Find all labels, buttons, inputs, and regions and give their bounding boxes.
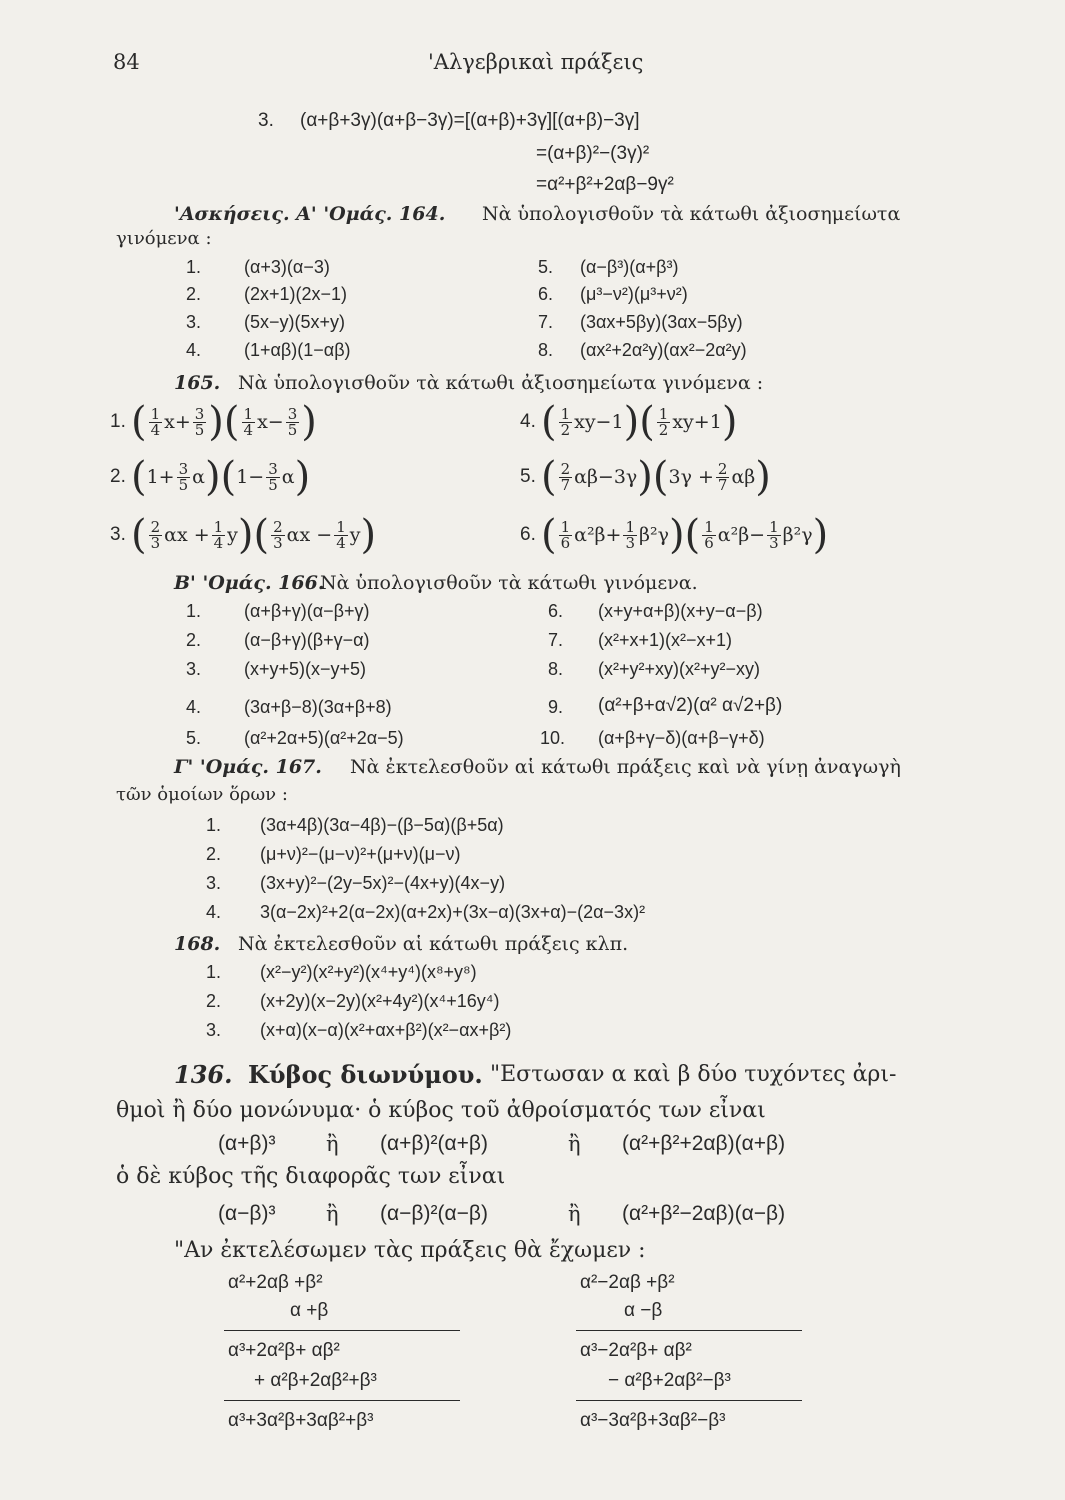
item-number: 1. [110,411,126,432]
ex164-item-num: 2. [186,284,202,304]
item-number: 3. [110,524,126,545]
ex165-item-1: 1. ( $\frac{1}{4}$ x+ $\frac{3}{5}$ )( $\frac{1}{4}$ x− $\frac{3}{5}$ ) [110,399,317,445]
ex166-item-num: 3. [186,659,202,679]
ex168-item-expr: (x²−y²)(x²+y²)(x⁴+y⁴)(x⁸+y⁸) [260,962,477,982]
right-rule-2 [576,1400,802,1401]
example-line-3: =α²+β²+2αβ−9γ² [536,174,674,195]
ex166-item-expr: (x²+x+1)(x²−x+1) [598,630,733,650]
ex166-item-num: 10. [540,728,566,748]
ex168-item-num: 1. [206,962,222,982]
exercise-166-label: Β' 'Ομάς. 166. [174,572,325,594]
ex164-item-expr: (3αx+5βy)(3αx−5βy) [580,312,743,332]
ex167-item-num: 4. [206,902,222,922]
example-line-1: (α+β+3γ)(α+β−3γ)=[(α+β)+3γ][(α+β)−3γ] [300,110,640,131]
exercise-165-label: 165. [174,372,221,394]
right-rule-1 [576,1330,802,1331]
ex166-item-num: 2. [186,630,202,650]
or-word: ἢ [568,1202,581,1226]
ex165-item-5: 5. ( $\frac{2}{7}$ αβ−3γ)(3γ + $\frac{2}{7}$ αβ) [520,454,771,500]
cube-sum-form-3: (α²+β²+2αβ)(α+β) [622,1132,786,1155]
ex166-item-num: 1. [186,601,202,621]
ex165-item-6: 6. ( $\frac{1}{6}$ α²β+ $\frac{1}{3}$ β²γ)( $\frac{1}{6}$ α²β− $\frac{1}{3}$ β²γ) [520,512,829,558]
page-title: 'Αλγεβρικαὶ πράξεις [428,50,644,74]
ex166-item-num: 4. [186,697,202,717]
ex166-item-expr: (α+β+γ−δ)(α+β−γ+δ) [598,728,765,748]
item-number: 4. [520,411,536,432]
example-number: 3. [258,110,274,131]
ex167-item-num: 2. [206,844,222,864]
or-word: ἢ [568,1132,581,1156]
left-mult-row-1: α²+2αβ +β² [228,1272,323,1293]
or-word: ἢ [326,1132,339,1156]
ex166-item-num: 8. [548,659,564,679]
left-mult-result: α³+3α²β+3αβ²+β³ [228,1410,374,1431]
ex167-item-expr: 3(α−2x)²+2(α−2x)(α+2x)+(3x−α)(3x+α)−(2α−3x)² [260,902,646,922]
right-mult-result: α³−3α²β+3αβ²−β³ [580,1410,726,1431]
exercise-167-instruction-cont: τῶν ὁμοίων ὅρων : [116,784,288,805]
exercise-168-instruction: Νὰ ἐκτελεσθοῦν αἱ κάτωθι πράξεις κλπ. [238,933,629,955]
ex164-item-num: 4. [186,340,202,360]
ex166-item-expr: (α+β+γ)(α−β+γ) [244,601,370,621]
ex166-item-expr: (α−β+γ)(β+γ−α) [244,630,370,650]
ex165-item-2: 2. (1+ $\frac{3}{5}$ α)(1− $\frac{3}{5}$ α) [110,454,311,500]
exercise-167-instruction: Νὰ ἐκτελεσθοῦν αἱ κάτωθι πράξεις καὶ νὰ γίνῃ ἀναγωγὴ [350,756,901,778]
exercise-164-instruction: Νὰ ὑπολογισθοῦν τὰ κάτωθι ἀξιοσημείωτα [482,203,901,225]
ex166-item-expr: (x+y+5)(x−y+5) [244,659,367,679]
section-136-text-4: "Αν ἐκτελέσωμεν τὰς πράξεις θὰ ἔχωμεν : [174,1238,646,1263]
ex168-item-expr: (x+α)(x−α)(x²+αx+β²)(x²−αx+β²) [260,1020,512,1040]
ex164-item-num: 5. [538,257,554,277]
ex167-item-num: 1. [206,815,222,835]
section-136-label: 136. [174,1060,233,1089]
exercise-165-instruction: Νὰ ὑπολογισθοῦν τὰ κάτωθι ἀξιοσημείωτα γινόμενα : [238,372,764,394]
ex166-item-expr: (x²+y²+xy)(x²+y²−xy) [598,659,760,679]
ex166-item-expr: (x+y+α+β)(x+y−α−β) [598,601,763,621]
ex164-item-expr: (2x+1)(2x−1) [244,284,348,304]
paren: ( [130,399,147,445]
left-mult-row-2: α +β [290,1300,329,1321]
cube-sum-form-2: (α+β)²(α+β) [380,1132,488,1155]
left-mult-row-4: + α²β+2αβ²+β³ [254,1370,377,1391]
ex164-item-expr: (1+αβ)(1−αβ) [244,340,351,360]
ex164-item-expr: (α+3)(α−3) [244,257,330,277]
ex166-item-num: 5. [186,728,202,748]
item-number: 6. [520,524,536,545]
ex166-item-expr: (α²+β+α√2)(α² α√2+β) [598,695,783,716]
ex168-item-num: 3. [206,1020,222,1040]
ex166-item-num: 7. [548,630,564,650]
left-rule-2 [224,1400,460,1401]
section-136-text-1: "Εστωσαν α καὶ β δύο τυχόντες ἀρι- [490,1062,897,1087]
section-136-title: Κύβος διωνύμου. [248,1060,483,1089]
ex165-item-4: 4. ( $\frac{1}{2}$ xy−1)( $\frac{1}{2}$ xy+1) [520,399,738,445]
ex167-item-expr: (μ+ν)²−(μ−ν)²+(μ+ν)(μ−ν) [260,844,461,864]
ex164-item-num: 1. [186,257,202,277]
ex164-item-expr: (αx²+2α²y)(αx²−2α²y) [580,340,747,360]
ex166-item-num: 9. [548,697,564,717]
ex164-item-num: 3. [186,312,202,332]
cube-diff-form-2: (α−β)²(α−β) [380,1202,488,1225]
ex167-item-expr: (3x+y)²−(2y−5x)²−(4x+y)(4x−y) [260,873,506,893]
ex164-item-num: 6. [538,284,554,304]
exercise-164-label: 'Ασκήσεις. Α' 'Ομάς. 164. [174,203,446,225]
ex168-item-expr: (x+2y)(x−2y)(x²+4y²)(x⁴+16y⁴) [260,991,500,1011]
exercise-168-label: 168. [174,933,221,955]
item-number: 5. [520,466,536,487]
exercise-164-instruction-cont: γινόμενα : [116,228,212,249]
exercise-167-label: Γ' 'Ομάς. 167. [174,756,322,778]
cube-diff-form-3: (α²+β²−2αβ)(α−β) [622,1202,786,1225]
ex164-item-expr: (α−β³)(α+β³) [580,257,679,277]
ex164-item-expr: (μ³−ν²)(μ³+ν²) [580,284,688,304]
ex164-item-expr: (5x−y)(5x+y) [244,312,346,332]
page-number: 84 [113,50,140,74]
ex164-item-num: 7. [538,312,554,332]
cube-sum-form-1: (α+β)³ [218,1132,276,1155]
exercise-166-instruction: Νὰ ὑπολογισθοῦν τὰ κάτωθι γινόμενα. [320,572,698,594]
cube-diff-form-1: (α−β)³ [218,1202,276,1225]
right-mult-row-4: − α²β+2αβ²−β³ [608,1370,731,1391]
ex167-item-expr: (3α+4β)(3α−4β)−(β−5α)(β+5α) [260,815,504,835]
ex167-item-num: 3. [206,873,222,893]
section-136-text-3: ὁ δὲ κύβος τῆς διαφορᾶς των εἶναι [116,1164,506,1189]
ex166-item-num: 6. [548,601,564,621]
ex164-item-num: 8. [538,340,554,360]
example-line-2: =(α+β)²−(3γ)² [536,143,650,164]
left-mult-row-3: α³+2α²β+ αβ² [228,1340,340,1361]
ex166-item-expr: (α²+2α+5)(α²+2α−5) [244,728,404,748]
ex166-item-expr: (3α+β−8)(3α+β+8) [244,697,392,717]
ex168-item-num: 2. [206,991,222,1011]
section-136-text-2: θμοὶ ἢ δύο μονώνυμα· ὁ κύβος τοῦ ἀθροίσματός των εἶναι [116,1098,766,1123]
left-rule-1 [224,1330,460,1331]
or-word: ἢ [326,1202,339,1226]
right-mult-row-2: α −β [624,1300,663,1321]
item-number: 2. [110,466,126,487]
right-mult-row-1: α²−2αβ +β² [580,1272,675,1293]
ex165-item-3: 3. ( $\frac{2}{3}$ αx + $\frac{1}{4}$ y)( $\frac{2}{3}$ αx − $\frac{1}{4}$ y) [110,512,377,558]
right-mult-row-3: α³−2α²β+ αβ² [580,1340,692,1361]
